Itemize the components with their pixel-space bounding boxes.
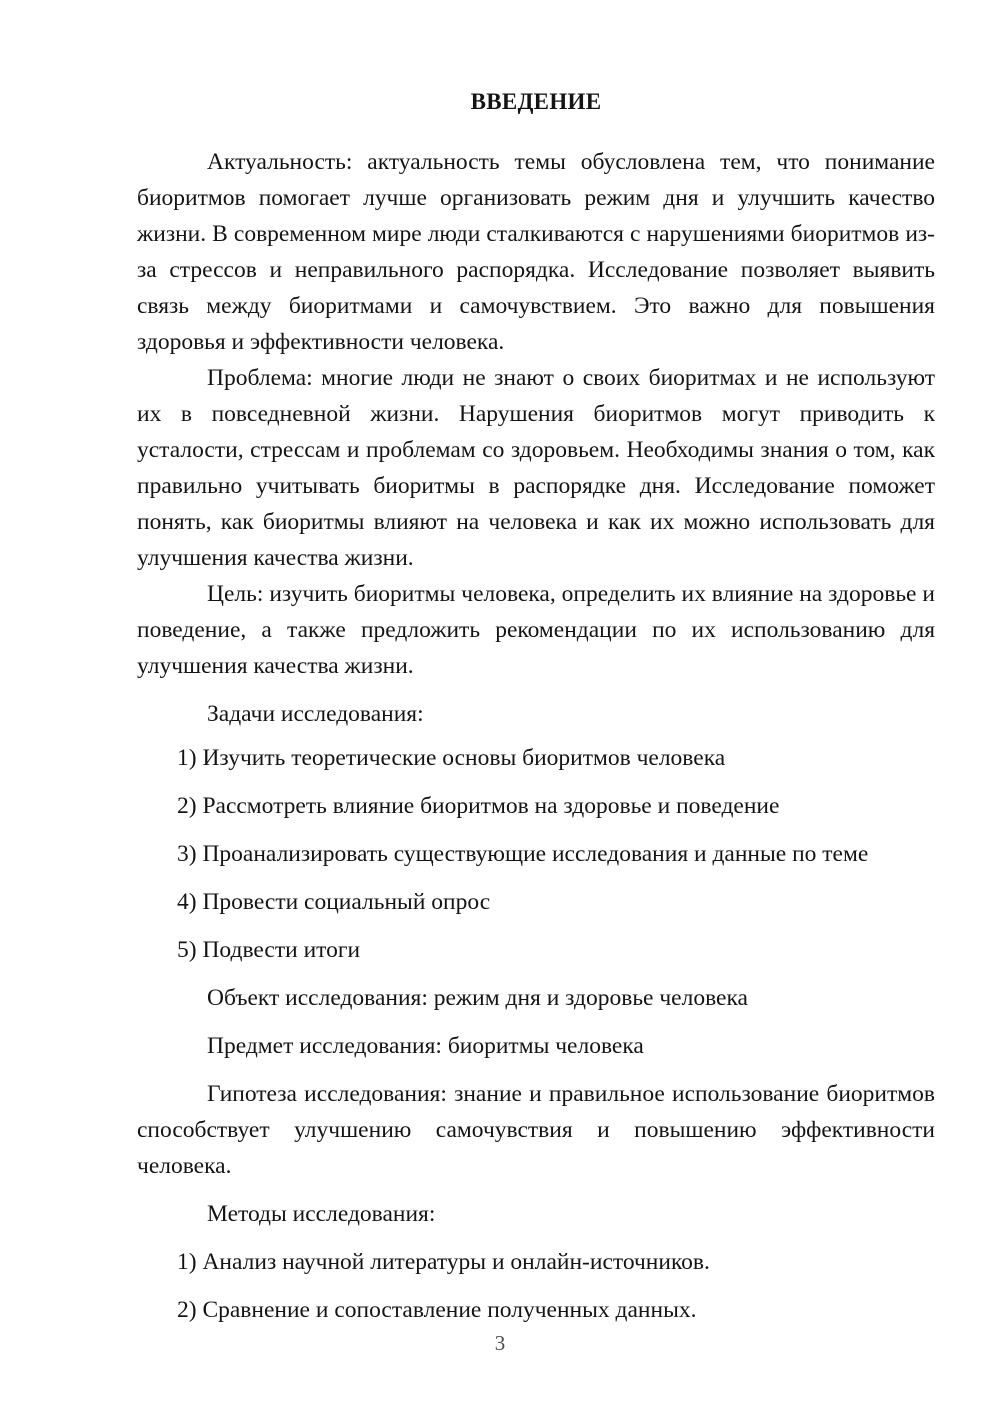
list-item: 2) Рассмотреть влияние биоритмов на здоровье и поведение: [177, 793, 780, 819]
spacer: [137, 776, 935, 788]
spacer: [137, 1280, 935, 1292]
list-item: 2) Сравнение и сопоставление полученных данных.: [177, 1297, 697, 1323]
list-item: 1) Изучить теоретические основы биоритмов человека: [177, 745, 726, 771]
page-number: 3: [494, 1331, 506, 1355]
page-title: ВВЕДЕНИЕ: [470, 89, 602, 114]
list-item: 1) Анализ научной литературы и онлайн-источников.: [177, 1249, 710, 1275]
paragraph-problem: Проблема: многие люди не знают о своих биоритмах и не используют их в повседневной жизни. Нарушения биоритмов могут приводить к усталости, стрессам и проблемам со здоровьем. Необходимы знания о том, как правильно учитывать биоритмы в распорядке дня. Исследование поможет понять, как биоритмы влияют на человека и как их можно использовать для улучшения качества жизни.: [137, 365, 935, 571]
spacer: [137, 1064, 935, 1076]
document-text-block: [137, 0, 935, 1328]
list-item: 4) Провести социальный опрос: [177, 889, 491, 915]
spacer: [137, 920, 935, 932]
spacer: [137, 824, 935, 836]
paragraph-hypothesis: Гипотеза исследования: знание и правильное использование биоритмов способствует улучшению самочувствия и повышению эффективности человека.: [137, 1081, 935, 1179]
subject-of-research: Предмет исследования: биоритмы человека: [207, 1033, 644, 1059]
list-item: 3) Проанализировать существующие исследования и данные по теме: [177, 841, 869, 867]
spacer: [137, 1016, 935, 1028]
tasks-heading: Задачи исследования:: [207, 701, 424, 727]
spacer: [137, 872, 935, 884]
spacer: [137, 684, 935, 696]
list-item: 5) Подвести итоги: [177, 937, 361, 963]
object-of-research: Объект исследования: режим дня и здоровье человека: [207, 985, 748, 1011]
paragraph-goal: Цель: изучить биоритмы человека, определить их влияние на здоровье и поведение, а также предложить рекомендации по их использованию для улучшения качества жизни.: [137, 581, 935, 679]
spacer: [137, 968, 935, 980]
methods-heading: Методы исследования:: [207, 1201, 436, 1227]
spacer: [137, 1232, 935, 1244]
paragraph-relevance: Актуальность: актуальность темы обусловлена тем, что понимание биоритмов помогает лучше организовать режим дня и улучшить качество жизни. В современном мире люди сталкиваются с нарушениями биоритмов из-за стрессов и неправильного распорядка. Исследование позволяет выявить связь между биоритмами и самочувствием. Это важно для повышения здоровья и эффективности человека.: [137, 149, 935, 355]
spacer: [137, 732, 935, 740]
spacer: [137, 1184, 935, 1196]
